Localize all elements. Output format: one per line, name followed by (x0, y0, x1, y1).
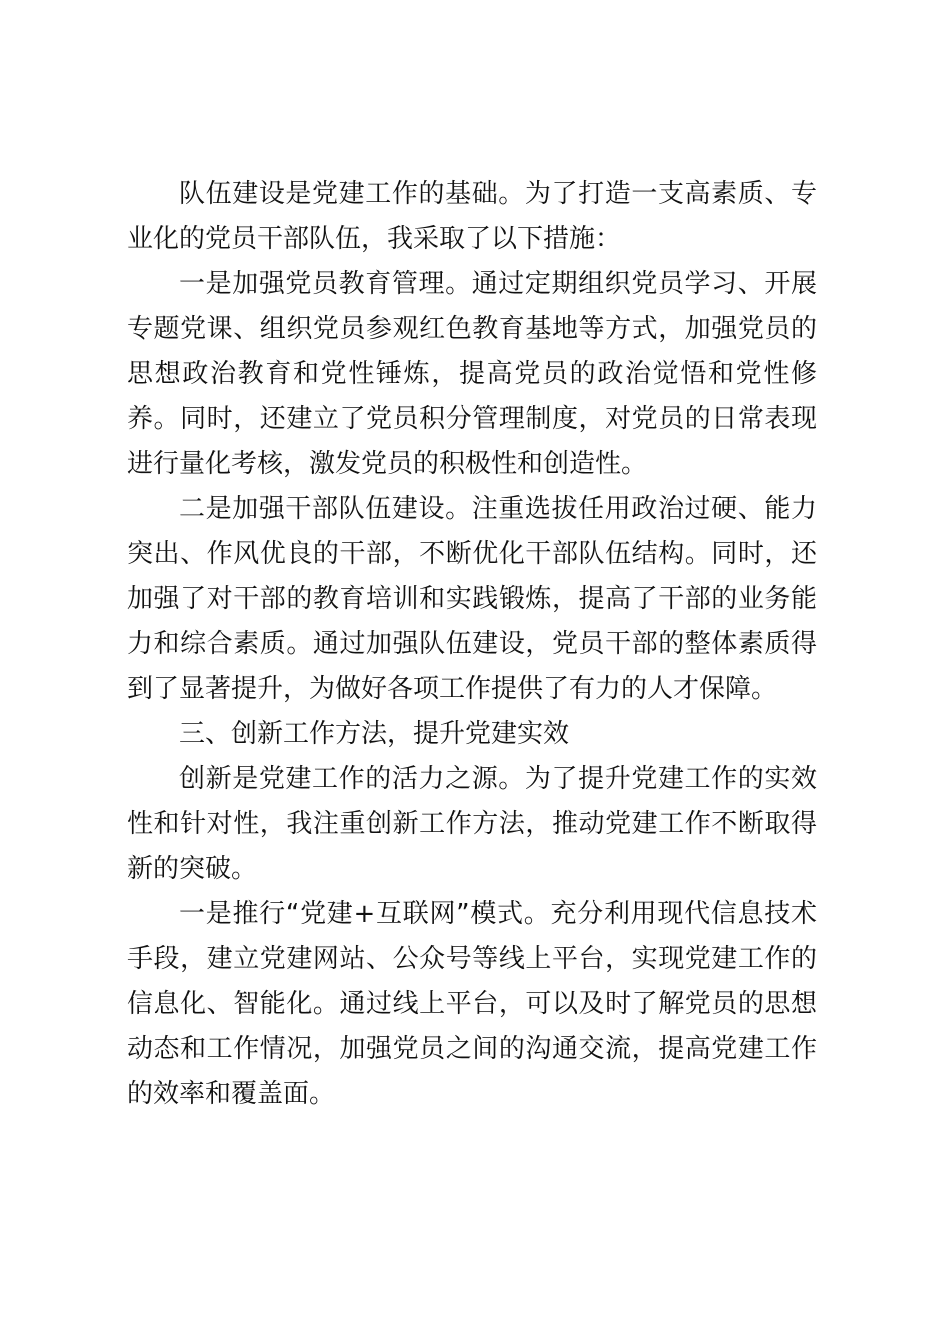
paragraph-team-building-intro: 队伍建设是党建工作的基础。为了打造一支高素质、专业化的党员干部队伍，我采取了以下措施： (127, 179, 817, 254)
paragraph-innovation-intro: 创新是党建工作的活力之源。为了提升党建工作的实效性和针对性，我注重创新工作方法，推动党建工作不断取得新的突破。 (127, 764, 817, 884)
paragraph-cadre-team-building: 二是加强干部队伍建设。注重选拔任用政治过硬、能力突出、作风优良的干部，不断优化干部队伍结构。同时，还加强了对干部的教育培训和实践锻炼，提高了干部的业务能力和综合素质。通过加强队伍建设，党员干部的整体素质得到了显著提升，为做好各项工作提供了有力的人才保障。 (127, 494, 817, 704)
document-body (127, 172, 817, 1117)
paragraph-party-member-education: 一是加强党员教育管理。通过定期组织党员学习、开展专题党课、组织党员参观红色教育基地等方式，加强党员的思想政治教育和党性锤炼，提高党员的政治觉悟和党性修养。同时，还建立了党员积分管理制度，对党员的日常表现进行量化考核，激发党员的积极性和创造性。 (127, 269, 817, 479)
paragraph-internet-model: 一是推行“党建+互联网”模式。充分利用现代信息技术手段，建立党建网站、公众号等线上平台，实现党建工作的信息化、智能化。通过线上平台，可以及时了解党员的思想动态和工作情况，加强党员之间的沟通交流，提高党建工作的效率和覆盖面。 (127, 899, 817, 1109)
section-heading-innovation: 三、创新工作方法，提升党建实效 (179, 719, 570, 749)
